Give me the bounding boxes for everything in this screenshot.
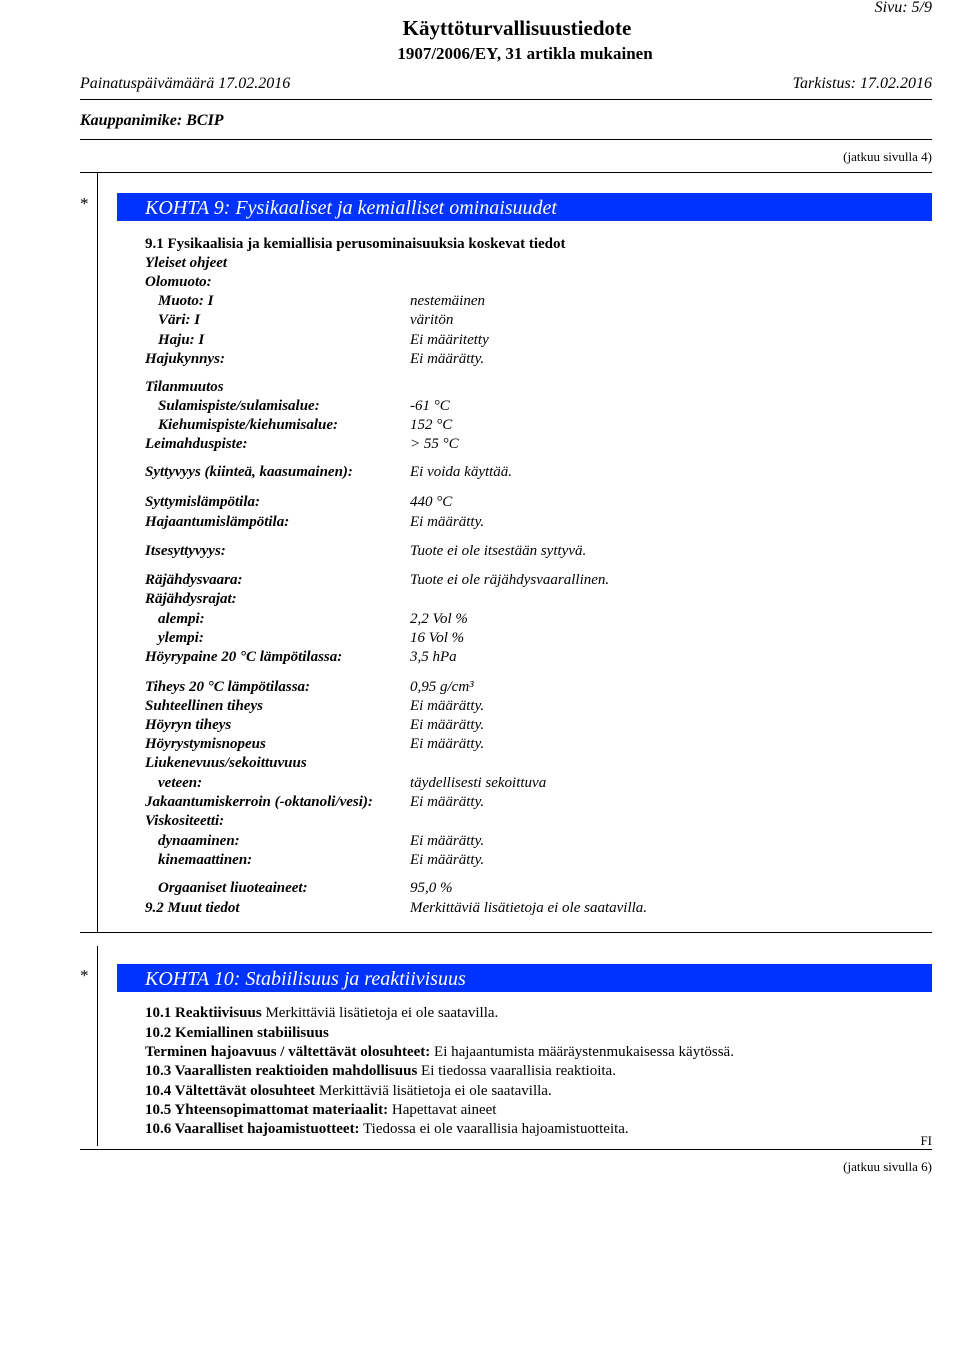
property-label: Muoto: I <box>158 293 214 309</box>
property-value: 16 Vol % <box>410 630 465 646</box>
continued-from: (jatkuu sivulla 4) <box>843 149 932 164</box>
form-label: Olomuoto: <box>145 274 212 290</box>
property-label: Orgaaniset liuoteaineet: <box>158 880 308 896</box>
property-value: -61 °C <box>410 398 450 414</box>
section9-end-divider <box>80 932 932 933</box>
property-label: Syttyvyys (kiinteä, kaasumainen): <box>145 464 353 480</box>
property-label: Leimahduspiste: <box>145 436 248 452</box>
property-value: Ei määrätty. <box>410 736 485 752</box>
property-label: veteen: <box>158 775 203 791</box>
property-value: 3,5 hPa <box>410 649 457 665</box>
property-label: Syttymislämpötila: <box>145 494 260 510</box>
property-value: Ei määrätty. <box>410 351 485 367</box>
property-label: Räjähdysrajat: <box>145 591 237 607</box>
general-info-label: Yleiset ohjeet <box>145 255 228 271</box>
property-value: täydellisesti sekoittuva <box>410 775 547 791</box>
property-label: dynaaminen: <box>158 833 240 849</box>
property-label: Räjähdysvaara: <box>145 572 243 588</box>
property-value: 152 °C <box>410 417 453 433</box>
property-value: Ei määrätty. <box>410 833 485 849</box>
section10-title: KOHTA 10: Stabiilisuus ja reaktiivisuus <box>145 968 466 990</box>
stability-item-label: 10.4 Vältettävät olosuhteet <box>145 1083 316 1099</box>
property-label: Viskositeetti: <box>145 813 225 829</box>
property-value: Ei määrätty. <box>410 794 485 810</box>
stability-item-label: 10.5 Yhteensopimattomat materiaalit: <box>145 1102 389 1118</box>
stability-item <box>145 1006 498 1021</box>
property-label: Liukenevuus/sekoittuvuus <box>145 755 307 771</box>
stability-item-text: Tiedossa ei ole vaarallisia hajoamistuotteita. <box>363 1121 629 1137</box>
stability-item-label: 10.6 Vaaralliset hajoamistuotteet: <box>145 1121 360 1137</box>
property-value: Ei määrätty. <box>410 514 485 530</box>
property-value: Ei määrätty. <box>410 852 485 868</box>
property-label: Höyrypaine 20 °C lämpötilassa: <box>145 649 343 665</box>
property-label: Väri: I <box>158 312 201 328</box>
property-value: Ei voida käyttää. <box>410 464 513 480</box>
header-divider <box>80 99 932 100</box>
property-value: > 55 °C <box>410 436 459 452</box>
section9-title: KOHTA 9: Fysikaaliset ja kemialliset ominaisuudet <box>145 197 557 219</box>
section10-banner <box>117 964 932 992</box>
property-value: Ei määrätty. <box>410 698 485 714</box>
stability-item-text: Ei hajaantumista määräystenmukaisessa käytössä. <box>434 1044 734 1060</box>
section9-heading: 9.1 Fysikaalisia ja kemiallisia perusominaisuuksia koskevat tiedot <box>145 236 566 252</box>
property-label: Itsesyttyvyys: <box>145 543 226 559</box>
footer-divider <box>80 1149 932 1150</box>
property-label: Höyrystymisnopeus <box>145 736 266 752</box>
stability-item-label: 10.2 Kemiallinen stabiilisuus <box>145 1025 329 1041</box>
section-divider <box>80 172 932 173</box>
stability-item-text: Merkittäviä lisätietoja ei ole saatavilla. <box>318 1083 552 1099</box>
document-subtitle: 1907/2006/EY, 31 artikla mukainen <box>397 44 653 63</box>
property-label: Höyryn tiheys <box>145 717 232 733</box>
stability-item <box>145 1026 329 1041</box>
property-label: Jakaantumiskerroin (-oktanoli/vesi): <box>145 794 373 810</box>
section9-banner <box>117 193 932 221</box>
property-value: nestemäinen <box>410 293 485 309</box>
stability-item <box>145 1064 616 1079</box>
page-number: Sivu: 5/9 <box>874 0 932 16</box>
stability-item-text: Merkittäviä lisätietoja ei ole saatavilla. <box>265 1005 499 1021</box>
stability-item-text: Hapettavat aineet <box>391 1102 497 1118</box>
property-value: Tuote ei ole räjähdysvaarallinen. <box>410 572 610 588</box>
document-title: Käyttöturvallisuustiedote <box>402 16 632 40</box>
property-label: Hajukynnys: <box>145 351 226 367</box>
property-value: Ei määrätty. <box>410 717 485 733</box>
stability-item <box>145 1122 629 1137</box>
stability-item <box>145 1103 496 1118</box>
continued-to: (jatkuu sivulla 6) <box>843 1159 932 1174</box>
print-date: Painatuspäivämäärä 17.02.2016 <box>80 75 291 92</box>
property-label: 9.2 Muut tiedot <box>145 900 240 916</box>
property-label: Tilanmuutos <box>145 379 224 395</box>
section9-changed-marker: * <box>80 194 89 213</box>
stability-item <box>145 1084 552 1099</box>
property-value: 440 °C <box>410 494 453 510</box>
section10-left-rule <box>97 946 98 1146</box>
property-label: Tiheys 20 °C lämpötilassa: <box>145 679 311 695</box>
stability-item <box>145 1045 734 1060</box>
property-value: Merkittäviä lisätietoja ei ole saatavilla. <box>410 900 648 916</box>
trade-name-divider <box>80 139 932 140</box>
property-label: ylempi: <box>158 630 204 646</box>
revision-date: Tarkistus: 17.02.2016 <box>792 75 932 92</box>
section10-changed-marker: * <box>80 966 89 985</box>
property-value: 95,0 % <box>410 880 453 896</box>
property-value: 2,2 Vol % <box>410 611 468 627</box>
property-value: väritön <box>410 312 454 328</box>
stability-item-label: 10.1 Reaktiivisuus <box>145 1005 262 1021</box>
property-value: Ei määritetty <box>410 332 489 348</box>
property-label: Hajaantumislämpötila: <box>145 514 290 530</box>
property-label: Suhteellinen tiheys <box>145 698 263 714</box>
property-label: Sulamispiste/sulamisalue: <box>158 398 320 414</box>
stability-item-label: Terminen hajoavuus / vältettävät olosuhteet: <box>145 1044 431 1060</box>
property-label: alempi: <box>158 611 205 627</box>
language-code: FI <box>920 1133 932 1148</box>
property-value: Tuote ei ole itsestään syttyvä. <box>410 543 587 559</box>
property-value: 0,95 g/cm³ <box>410 679 474 695</box>
property-label: Haju: I <box>158 332 205 348</box>
stability-item-label: 10.3 Vaarallisten reaktioiden mahdollisuus <box>145 1063 418 1079</box>
section9-left-rule <box>97 172 98 932</box>
trade-name: Kauppanimike: BCIP <box>80 112 224 129</box>
property-label: kinemaattinen: <box>158 852 253 868</box>
stability-item-text: Ei tiedossa vaarallisia reaktioita. <box>421 1063 616 1079</box>
property-label: Kiehumispiste/kiehumisalue: <box>158 417 339 433</box>
